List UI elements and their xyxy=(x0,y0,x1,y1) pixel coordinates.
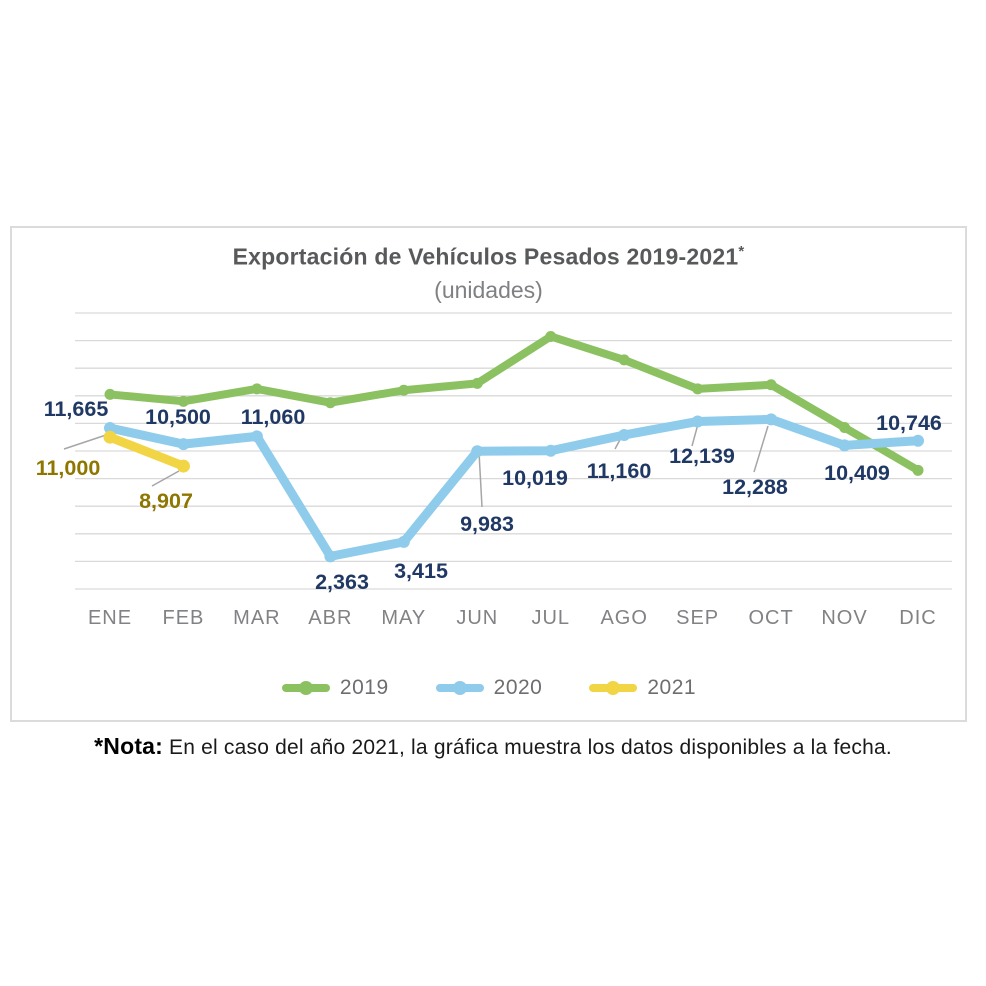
series-point-2020 xyxy=(839,439,851,451)
data-label-2020: 10,019 xyxy=(502,466,568,490)
series-point-2020 xyxy=(471,445,483,457)
x-axis-label-DIC: DIC xyxy=(899,607,937,629)
series-point-2019 xyxy=(692,383,703,394)
label-leader-line xyxy=(64,435,106,449)
data-label-2020: 9,983 xyxy=(460,512,514,536)
data-label-2020: 2,363 xyxy=(315,570,369,594)
footnote-text: En el caso del año 2021, la gráfica muestra los datos disponibles a la fecha. xyxy=(169,736,892,759)
x-axis-label-SEP: SEP xyxy=(676,607,720,629)
legend-line-sample-2021 xyxy=(588,680,638,696)
series-point-2020 xyxy=(765,413,777,425)
x-axis-label-OCT: OCT xyxy=(748,607,794,629)
series-point-2019 xyxy=(472,378,483,389)
chart-subtitle: (unidades) xyxy=(434,277,543,303)
label-leader-line xyxy=(754,426,768,472)
series-point-2019 xyxy=(619,354,630,365)
data-label-2020: 10,409 xyxy=(824,461,890,485)
series-point-2021 xyxy=(177,460,190,473)
x-axis-label-ABR: ABR xyxy=(308,607,353,629)
data-label-2020: 10,746 xyxy=(876,411,942,435)
x-axis-label-FEB: FEB xyxy=(162,607,205,629)
x-axis-label-JUL: JUL xyxy=(531,607,571,629)
series-point-2019 xyxy=(545,331,556,342)
chart-title-text: Exportación de Vehículos Pesados 2019-2021 xyxy=(232,243,739,270)
series-point-2020 xyxy=(324,550,336,562)
legend-item-2019 xyxy=(281,676,389,700)
chart-title-asterisk: * xyxy=(738,243,745,260)
x-axis-label-JUN: JUN xyxy=(456,607,499,629)
label-leader-line xyxy=(479,452,482,507)
series-point-2021 xyxy=(104,431,117,444)
series-point-2020 xyxy=(251,430,263,442)
series-point-2020 xyxy=(177,438,189,450)
data-label-2020: 10,500 xyxy=(145,405,211,429)
legend-label-2020: 2020 xyxy=(493,676,543,699)
legend-label-2021: 2021 xyxy=(647,676,697,699)
series-point-2019 xyxy=(325,397,336,408)
data-label-2020: 11,160 xyxy=(586,459,652,483)
legend-item-2020 xyxy=(435,676,543,700)
x-axis-label-AGO: AGO xyxy=(600,607,648,629)
data-label-2021: 8,907 xyxy=(139,489,193,513)
footnote-label: *Nota: xyxy=(94,733,164,759)
series-point-2020 xyxy=(692,415,704,427)
series-point-2019 xyxy=(839,422,850,433)
chart-footnote xyxy=(0,733,986,760)
x-axis-label-MAY: MAY xyxy=(381,607,427,629)
legend-item-2021 xyxy=(588,676,696,700)
series-point-2019 xyxy=(251,383,262,394)
series-point-2020 xyxy=(545,445,557,457)
legend-label-2019: 2019 xyxy=(339,676,389,699)
series-point-2020 xyxy=(618,429,630,441)
legend-line-sample-2019 xyxy=(281,680,331,696)
data-label-2020: 12,139 xyxy=(669,444,735,468)
x-axis-label-NOV: NOV xyxy=(821,607,868,629)
series-point-2020 xyxy=(912,435,924,447)
data-label-2021: 11,000 xyxy=(35,456,101,480)
series-point-2020 xyxy=(398,536,410,548)
data-label-2020: 11,665 xyxy=(43,397,109,421)
series-point-2019 xyxy=(398,385,409,396)
x-axis-label-MAR: MAR xyxy=(233,607,281,629)
chart-legend xyxy=(10,676,967,700)
series-point-2019 xyxy=(766,379,777,390)
data-label-2020: 3,415 xyxy=(394,559,448,583)
data-label-2020: 11,060 xyxy=(240,405,306,429)
x-axis-label-ENE: ENE xyxy=(87,607,133,629)
data-label-2020: 12,288 xyxy=(722,475,788,499)
series-point-2019 xyxy=(913,465,924,476)
legend-line-sample-2020 xyxy=(435,680,485,696)
